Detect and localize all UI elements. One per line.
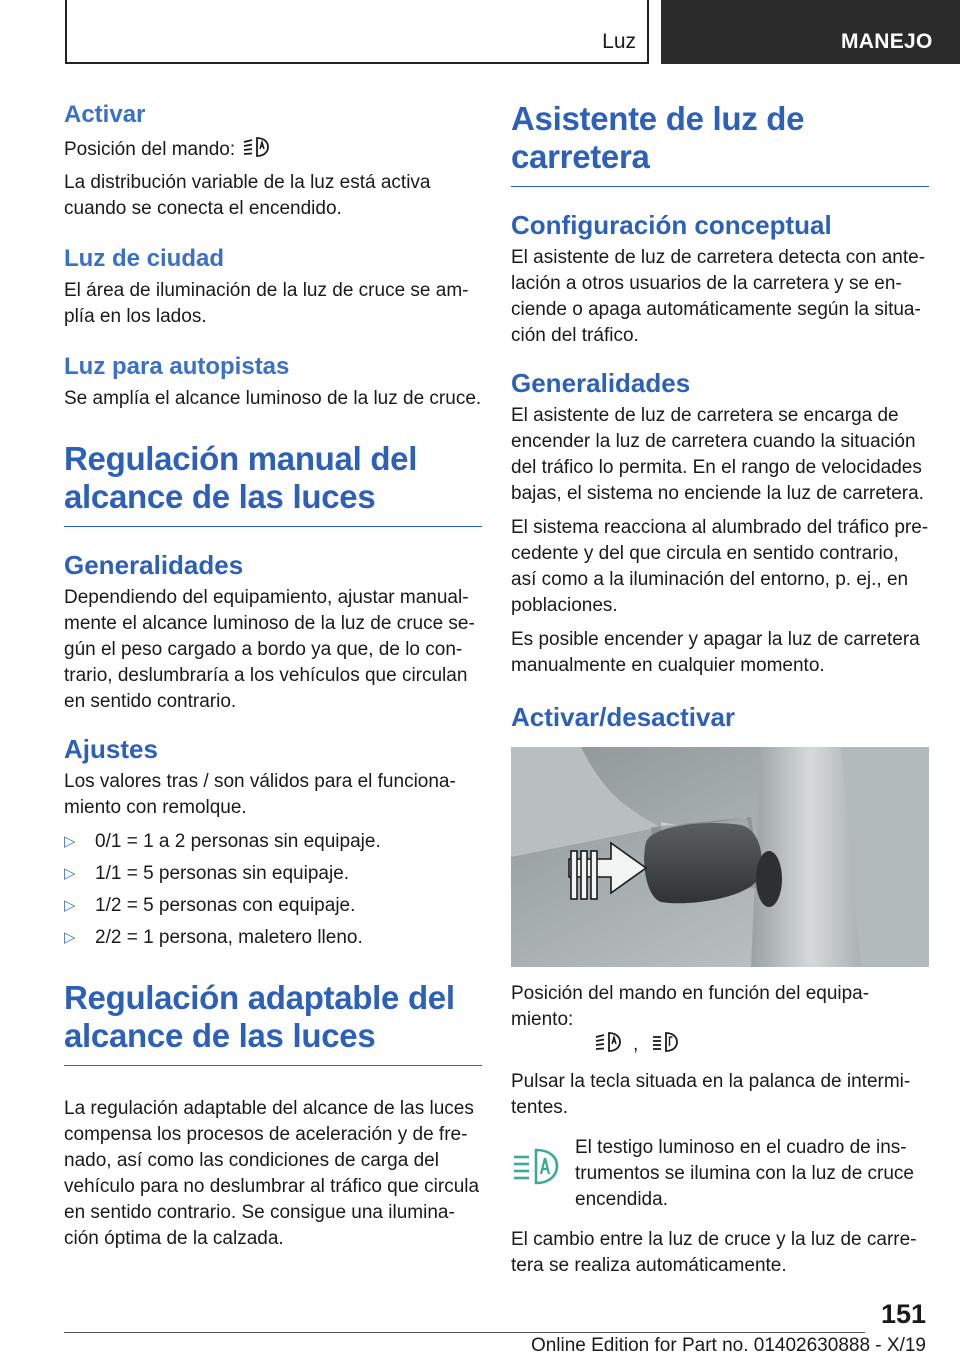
adaptable-text: La regulación adaptable del alcance de las luces compensa los procesos de aceleración y de fre‐nado, así como las condiciones de carga del vehículo para no deslumbrar al tráfico que circula en sentido contrario. Se consigue una ilumina‐ción óptima de la calzada. [64,1098,480,1249]
auto-headlight-icon [593,1029,623,1061]
final-text: El cambio entre la luz de cruce y la luz de carre‐tera se realiza automáticamente. [511,1229,917,1276]
heading-ajustes: Ajustes [64,734,158,764]
heading-configuracion: Configuración conceptual [511,210,832,240]
heading-manual: Regulación manual del alcance de las luces [64,440,482,527]
manual-general-text: Dependiendo del equipamiento, ajustar manual‐mente el alcance luminoso de la luz de cruce se‐gún el peso cargado a bordo ya que, de lo con‐trario, deslumbraría a los vehículos que circulan en sentido contrario. [64,587,475,712]
header-chapter: MANEJO [661,0,960,64]
heading-generalidades-right: Generalidades [511,368,691,398]
indicator-note [511,1135,929,1213]
autopistas-text: Se amplía el alcance luminoso de la luz de cruce. [64,388,482,409]
heading-activar-desactivar: Activar/desactivar [511,702,736,732]
general-p2: El sistema reacciona al alumbrado del tráfico pre‐cedente y del que circula en sentido contrario, así como a la iluminación del entorno, p. ej., en poblaciones. [511,517,929,616]
concept-text: El asistente de luz de carretera detecta con ante‐lación a otros usuarios de la carretera y se en‐ciende o apaga automáticamente según la situa‐ción del tráfico. [511,247,926,346]
list-item: ▷ 1/1 = 5 personas sin equipaje. [64,861,482,887]
triangle-bullet-icon: ▷ [64,833,76,850]
header-section: Luz [602,30,636,53]
triangle-bullet-icon: ▷ [64,929,76,946]
left-column [64,100,482,1252]
list-item: ▷ 0/1 = 1 a 2 personas sin equipaje. [64,829,482,855]
press-text: Pulsar la tecla situada en la palanca de intermi‐tentes. [511,1071,911,1118]
position-icons-line [511,1029,929,1061]
activar-text: La distribución variable de la luz está activa cuando se conecta el encendido. [64,172,431,219]
general-p3: Es posible encender y apagar la luz de carretera manualmente en cualquier momento. [511,629,920,676]
footer-rule [64,1332,865,1333]
heading-ciudad: Luz de ciudad [64,245,225,272]
note-text: El testigo luminoso en el cuadro de ins‐trumentos se ilumina con la luz de cruce encendida. [575,1137,914,1210]
right-column [511,100,929,1279]
triangle-bullet-icon: ▷ [64,897,76,914]
heading-asistente: Asistente de luz de carretera [511,100,929,187]
icon-separator: , [633,1034,639,1056]
heading-activar: Activar [64,101,146,128]
ajustes-list [64,829,482,951]
footer-edition: Online Edition for Part no. 01402630888 - X/19 [530,1335,926,1356]
heading-autopistas: Luz para autopistas [64,353,290,380]
page-number: 151 [880,1299,926,1329]
auto-headlight-icon [241,134,271,166]
triangle-bullet-icon: ▷ [64,865,76,882]
list-item: ▷ 1/2 = 5 personas con equipaje. [64,893,482,919]
position-text: Posición del mando en función del equipa‐miento: [511,983,870,1030]
general-p1: El asistente de luz de carretera se encarga de encender la luz de carretera cuando la situación del tráfico lo permita. En el rango de velocidades bajas, el sistema no enciende la luz de carretera. [511,405,924,504]
ciudad-text: El área de iluminación de la luz de cruce se am‐plía en los lados. [64,280,469,327]
high-beam-assist-icon [650,1029,680,1061]
heading-adaptable: Regulación adaptable del alcance de las luces [64,979,482,1066]
list-item: ▷ 2/2 = 1 persona, maletero lleno. [64,925,482,951]
turn-signal-lever-photo [511,747,929,967]
ajustes-text: Los valores tras / son válidos para el funciona‐miento con remolque. [64,771,456,818]
position-line: Posición del mando: [64,134,482,166]
high-beam-assist-indicator-icon [511,1135,575,1213]
heading-generalidades-left: Generalidades [64,550,244,580]
